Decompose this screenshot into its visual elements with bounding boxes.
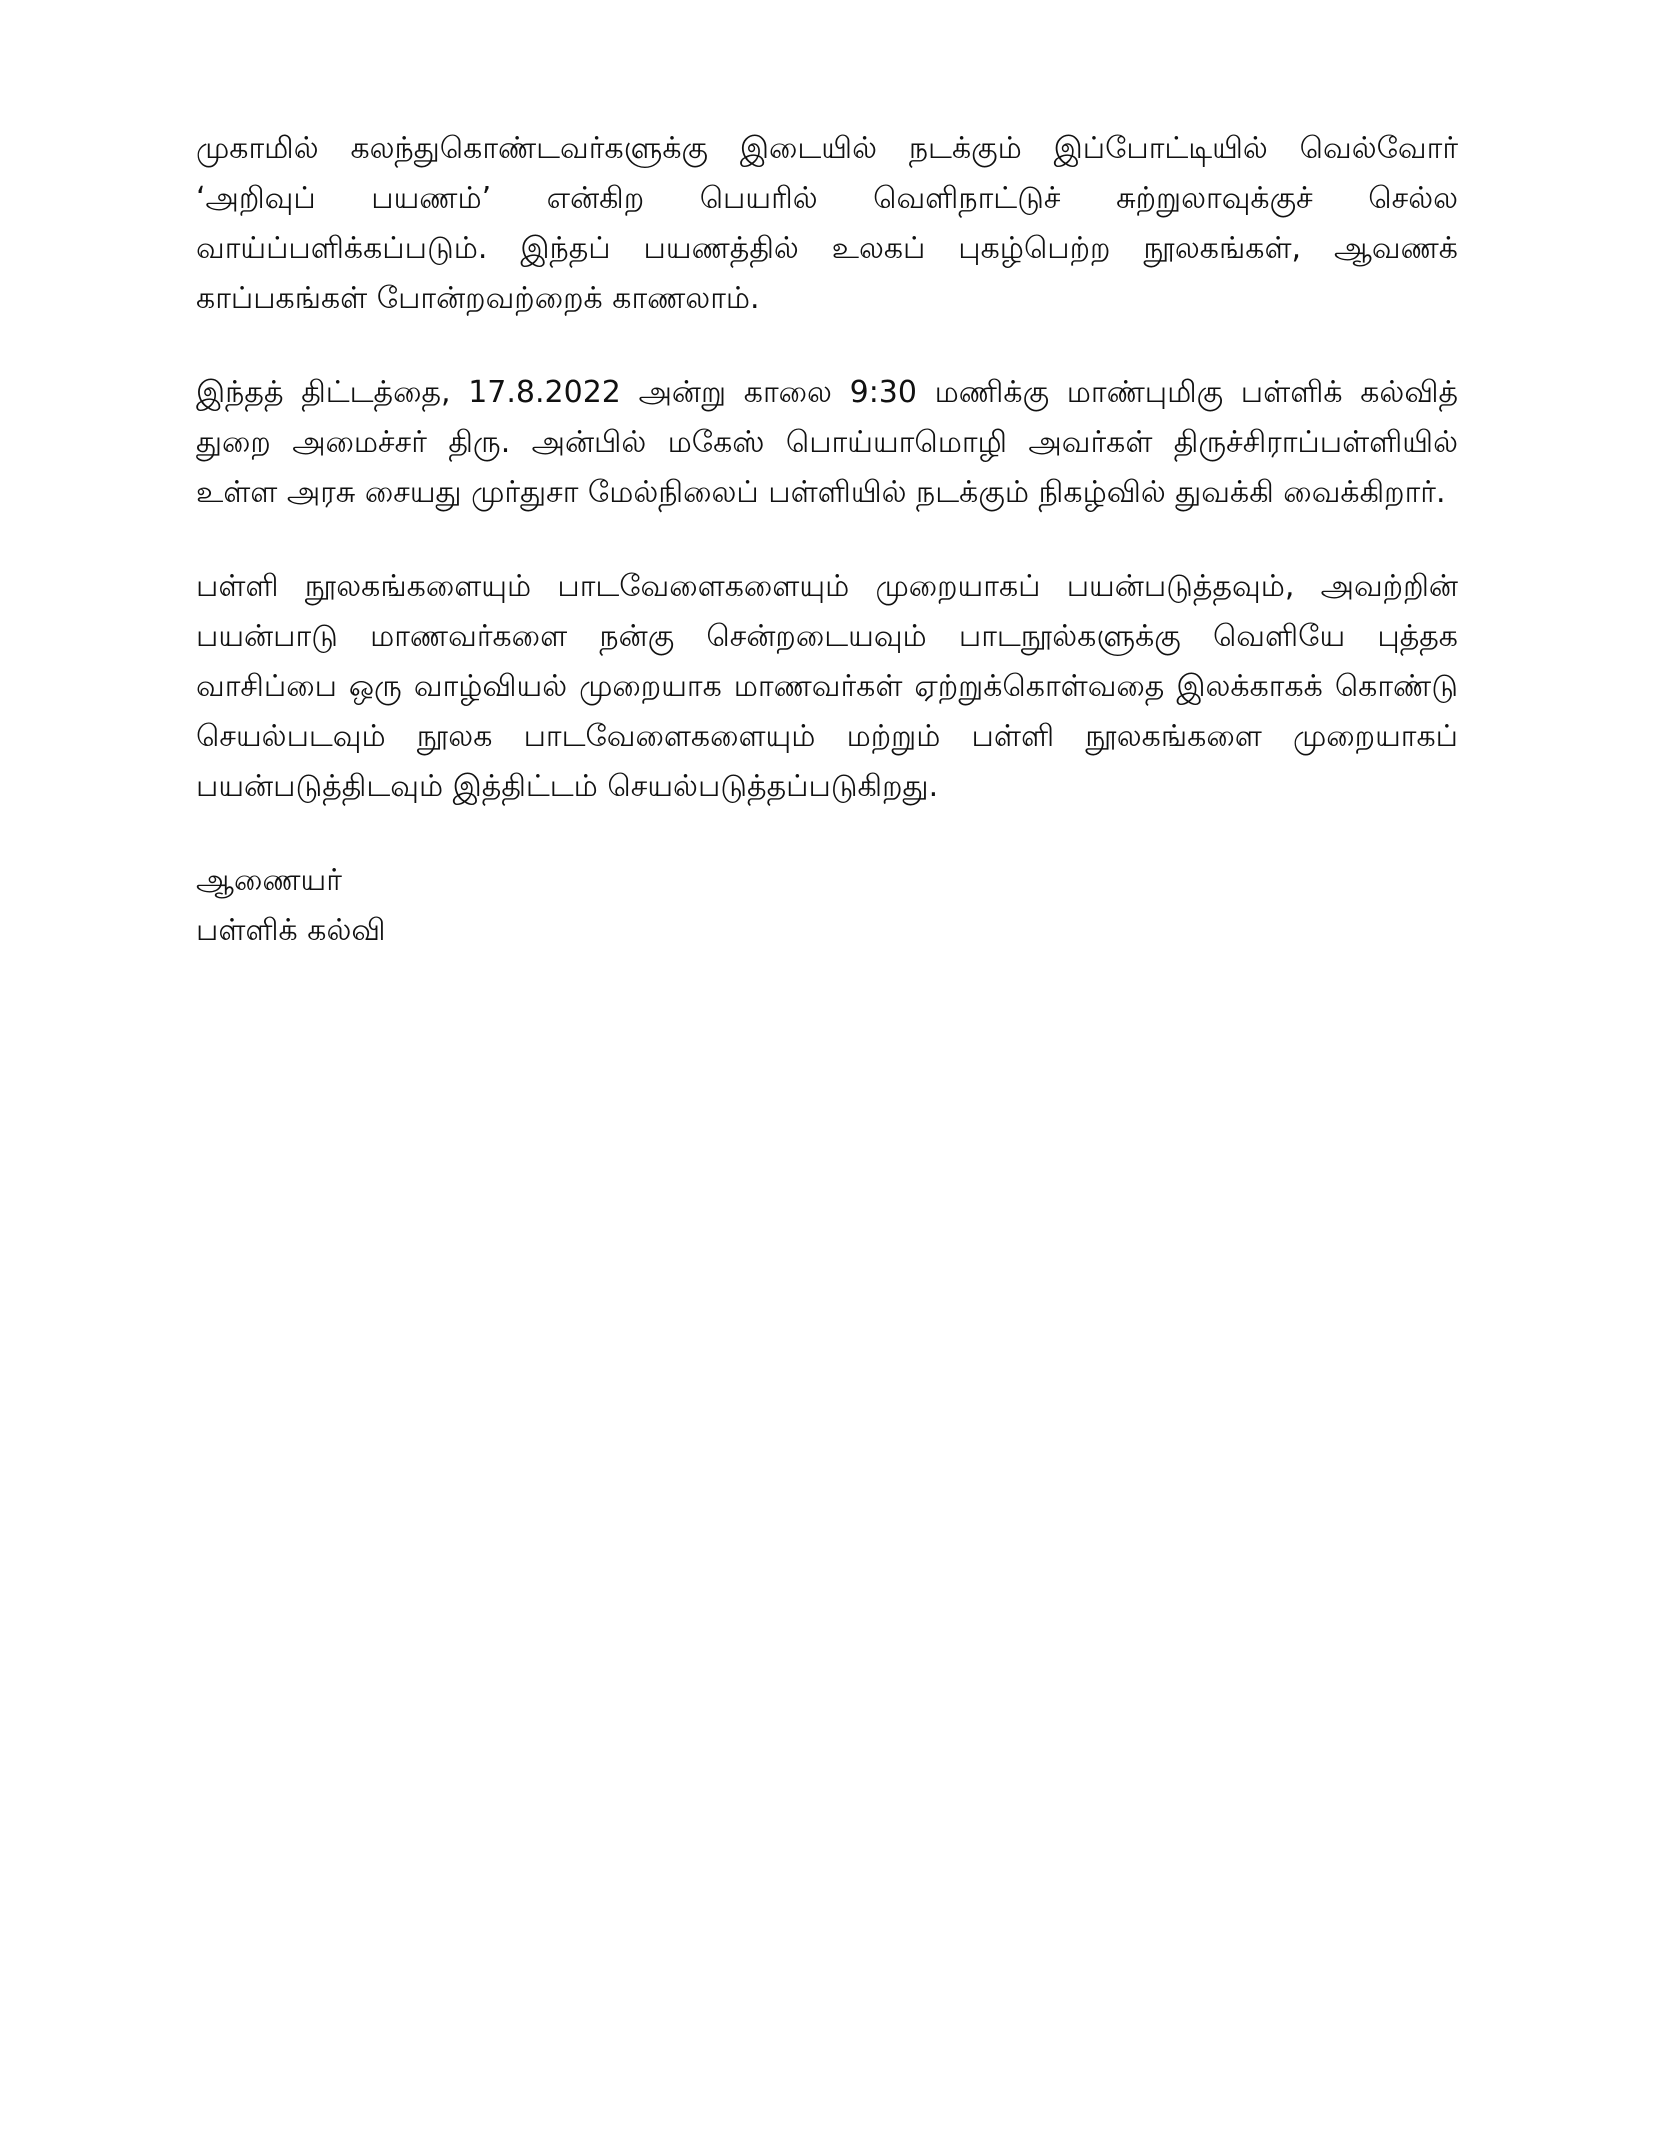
paragraph-scheme-purpose: பள்ளி நூலகங்களையும் பாடவேளைகளையும் முறையாகப் பயன்படுத்தவும், அவற்றின் பயன்பாடு மாணவர்களை நன்கு சென்றடையவும் பாடநூல்களுக்கு வெளியே புத்தக வாசிப்பை ஒரு வாழ்வியல் முறையாக மாணவர்கள் ஏற்றுக்கொள்வதை இலக்காகக் கொண்டு செயல்படவும் நூலக பாடவேளைகளையும் மற்றும் பள்ளி நூலகங்களை முறையாகப் பயன்படுத்திடவும் இத்திட்டம் செயல்படுத்தப்படுகிறது. — [196, 569, 1458, 804]
signature-block — [196, 856, 1458, 956]
paragraph-competition-tour: முகாமில் கலந்துகொண்டவர்களுக்கு இடையில் நடக்கும் இப்போட்டியில் வெல்வோர் ‘அறிவுப் பயணம்’ என்கிற பெயரில் வெளிநாட்டுச் சுற்றுலாவுக்குச் செல்ல வாய்ப்பளிக்கப்படும். இந்தப் பயணத்தில் உலகப் புகழ்பெற்ற நூலகங்கள், ஆவணக் காப்பகங்கள் போன்றவற்றைக் காணலாம். — [196, 131, 1458, 316]
signature-title: ஆணையர் — [196, 863, 342, 898]
signature-department: பள்ளிக் கல்வி — [196, 913, 386, 948]
document-page — [196, 124, 1458, 956]
paragraph-launch-event: இந்தத் திட்டத்தை, 17.8.2022 அன்று காலை 9:30 மணிக்கு மாண்புமிகு பள்ளிக் கல்வித் துறை அமைச்சர் திரு. அன்பில் மகேஸ் பொய்யாமொழி அவர்கள் திருச்சிராப்பள்ளியில் உள்ள அரசு சையது முர்துசா மேல்நிலைப் பள்ளியில் நடக்கும் நிகழ்வில் துவக்கி வைக்கிறார். — [196, 375, 1458, 510]
